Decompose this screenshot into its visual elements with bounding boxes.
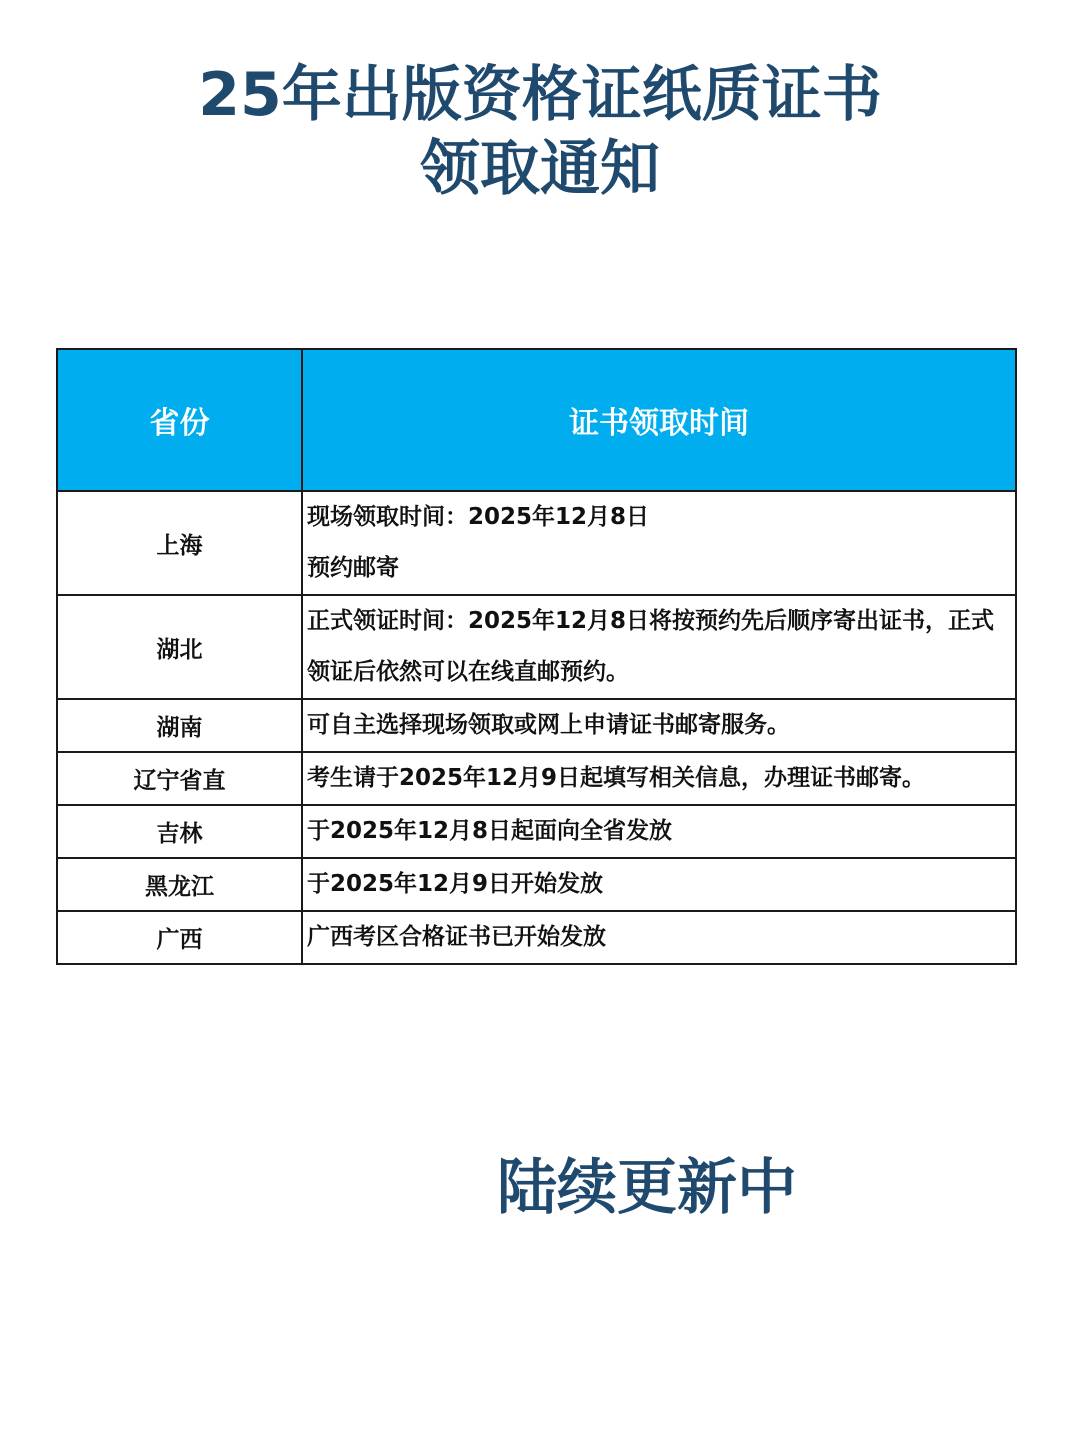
collection-info-cell <box>302 911 1016 964</box>
province-cell: 辽宁省直 <box>57 752 302 805</box>
collection-info-cell <box>302 752 1016 805</box>
table-row <box>57 911 1016 964</box>
header-collection-time: 证书领取时间 <box>302 349 1016 491</box>
info-line: 考生请于2025年12月9日起填写相关信息，办理证书邮寄。 <box>307 765 926 791</box>
province-cell: 黑龙江 <box>57 858 302 911</box>
table-row <box>57 699 1016 752</box>
page-title-line-2: 领取通知 <box>420 134 660 204</box>
info-line: 于2025年12月9日开始发放 <box>307 871 604 897</box>
page-title <box>0 58 1080 206</box>
certificate-collection-table <box>56 348 1017 965</box>
update-notice: 陆续更新中 <box>497 1153 797 1223</box>
table-row <box>57 752 1016 805</box>
collection-info-cell <box>302 491 1016 595</box>
collection-info-cell <box>302 858 1016 911</box>
table-header-row <box>57 349 1016 491</box>
table-row <box>57 595 1016 699</box>
province-cell: 广西 <box>57 911 302 964</box>
collection-info-cell <box>302 699 1016 752</box>
info-line: 预约邮寄 <box>307 555 399 581</box>
province-cell: 上海 <box>57 491 302 595</box>
header-province: 省份 <box>57 349 302 491</box>
info-line: 现场领取时间：2025年12月8日 <box>307 504 650 530</box>
page-title-line-1: 25年出版资格证纸质证书 <box>198 60 882 130</box>
table-row <box>57 858 1016 911</box>
province-cell: 湖南 <box>57 699 302 752</box>
collection-info-cell <box>302 595 1016 699</box>
table-row <box>57 491 1016 595</box>
table-row <box>57 805 1016 858</box>
info-line: 正式领证时间：2025年12月8日将按预约先后顺序寄出证书，正式领证后依然可以在线直邮预约。 <box>307 608 995 685</box>
province-cell: 吉林 <box>57 805 302 858</box>
info-line: 可自主选择现场领取或网上申请证书邮寄服务。 <box>307 712 790 738</box>
info-line: 广西考区合格证书已开始发放 <box>307 924 606 950</box>
collection-info-cell <box>302 805 1016 858</box>
info-line: 于2025年12月8日起面向全省发放 <box>307 818 673 844</box>
province-cell: 湖北 <box>57 595 302 699</box>
